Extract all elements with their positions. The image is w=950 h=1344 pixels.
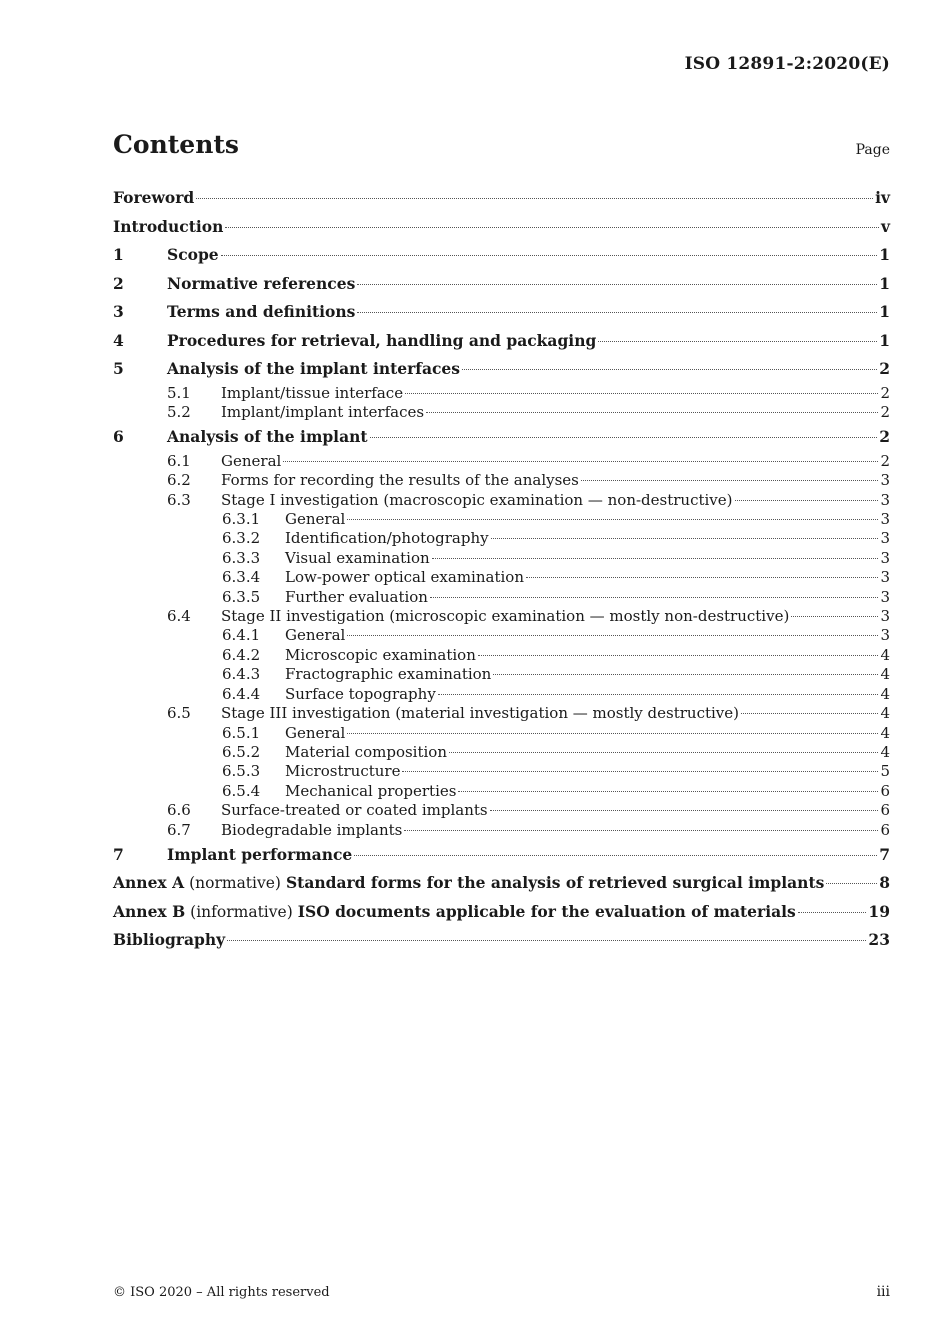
dot-leader [404,830,878,831]
toc-entry-number: 6.5.3 [222,762,261,781]
page-column-label: Page [855,142,890,158]
toc-entry-page: 19 [868,901,890,921]
page-number: iii [876,1284,890,1300]
toc-entry-number: 6.5.4 [222,781,261,800]
toc-entry-title: Identification/photography [285,529,489,548]
annex-label: Annex A [113,873,185,893]
toc-entry-title: ISO documents applicable for the evaluation of materials [297,901,796,921]
toc-entry-title: Stage III investigation (material investigation — mostly destructive) [221,704,740,723]
dot-leader [227,940,866,941]
toc-entry-page: 1 [879,273,890,293]
dot-leader [741,713,878,714]
toc-entry-1[interactable] [113,241,890,270]
toc-entry-6-5[interactable] [113,704,890,723]
toc-entry-page: 6 [880,820,890,839]
toc-entry-5-1[interactable] [113,384,890,403]
toc-entry-bibliography[interactable] [113,926,890,955]
toc-entry-title: Further evaluation [285,587,428,606]
toc-entry-page: 5 [880,762,890,781]
toc-entry-page: 4 [880,645,890,664]
toc-entry-title: Microscopic examination [285,645,476,664]
page-title: Contents [113,130,240,159]
toc-entry-title: Microstructure [285,762,401,781]
dot-leader [735,500,879,501]
toc-entry-6-4[interactable] [113,607,890,626]
table-of-contents [113,184,890,955]
toc-entry-title: Analysis of the implant interfaces [167,359,461,378]
toc-entry-6-3-2[interactable] [113,529,890,548]
toc-entry-title: Surface-treated or coated implants [221,801,488,820]
toc-entry-page: 3 [880,471,890,490]
dot-leader [283,461,878,462]
toc-entry-page: 4 [880,704,890,723]
toc-entry-6-5-2[interactable] [113,743,890,762]
toc-entry-page: 3 [880,568,890,587]
dot-leader [196,198,873,199]
toc-entry-title: General [285,723,346,742]
dot-leader [405,393,878,394]
toc-entry-page: 3 [880,607,890,626]
toc-entry-number: 5 [113,359,124,378]
annex-kind: (informative) [190,902,293,921]
dot-leader [430,597,878,598]
dot-leader [357,284,877,285]
toc-entry-page: 4 [880,723,890,742]
dot-leader [458,791,878,792]
dot-leader [449,752,878,753]
toc-entry-page: 4 [880,742,890,761]
toc-entry-title: Normative references [167,273,356,293]
toc-entry-5[interactable] [113,355,890,384]
toc-entry-annex-b[interactable] [113,898,890,927]
dot-leader [526,577,878,578]
toc-entry-number: 6.3.1 [222,510,261,529]
dot-leader [347,635,878,636]
toc-entry-title: General [285,510,346,529]
dot-leader [432,558,879,559]
toc-entry-7[interactable] [113,841,890,870]
toc-entry-page: 6 [880,801,890,820]
toc-entry-page: 3 [880,587,890,606]
toc-entry-title: Forms for recording the results of the analyses [221,471,579,490]
toc-entry-page: 1 [879,245,890,264]
dot-leader [225,227,879,228]
toc-entry-6-6[interactable] [113,801,890,820]
toc-entry-title: Analysis of the implant [167,427,368,447]
dot-leader [221,255,878,256]
toc-entry-6-3-5[interactable] [113,588,890,607]
toc-entry-title: Material composition [285,742,447,761]
toc-entry-page: 6 [880,781,890,800]
annex-kind: (normative) [189,874,281,893]
toc-entry-page: 4 [880,665,890,684]
toc-entry-6-2[interactable] [113,471,890,490]
toc-entry-page: 4 [880,684,890,703]
dot-leader [581,480,879,481]
dot-leader [347,519,878,520]
toc-entry-6-4-4[interactable] [113,685,890,704]
toc-entry-6-7[interactable] [113,821,890,840]
toc-entry-page: 7 [879,844,890,864]
toc-entry-number: 6.3 [167,490,191,509]
toc-entry-6-5-4[interactable] [113,782,890,801]
copyright-notice: © ISO 2020 – All rights reserved [113,1285,330,1300]
toc-entry-number: 6.4.1 [222,626,261,645]
toc-entry-number: 5.1 [167,383,191,402]
toc-entry-page: 1 [879,302,890,321]
toc-entry-number: 6.5.1 [222,723,261,742]
toc-entry-2[interactable] [113,270,890,299]
dot-leader [493,674,878,675]
toc-entry-6-3-3[interactable] [113,549,890,568]
toc-entry-6-4-1[interactable] [113,626,890,645]
toc-entry-title: Mechanical properties [285,781,457,800]
toc-entry-number: 6.5 [167,704,191,723]
toc-entry-number: 3 [113,302,124,321]
toc-entry-number: 6.4 [167,607,191,626]
toc-entry-number: 6.5.2 [222,742,261,761]
toc-entry-6[interactable] [113,423,890,452]
dot-leader [478,655,879,656]
dot-leader [598,341,877,342]
toc-entry-page: 2 [880,402,890,421]
toc-entry-page: iv [875,188,890,207]
toc-entry-title: Stage II investigation (microscopic examination — mostly non-destructive) [221,607,790,626]
toc-entry-6-3[interactable] [113,491,890,510]
toc-entry-6-3-1[interactable] [113,510,890,529]
toc-entry-title: Procedures for retrieval, handling and packaging [167,330,597,350]
toc-entry-title: Fractographic examination [285,665,492,684]
toc-entry-page: 2 [879,427,890,447]
toc-entry-6-5-1[interactable] [113,724,890,743]
toc-entry-page: 1 [879,330,890,350]
toc-entry-page: 3 [880,529,890,548]
toc-entry-6-1[interactable] [113,452,890,471]
toc-entry-number: 6.7 [167,820,191,839]
toc-entry-title: Biodegradable implants [221,820,403,839]
toc-entry-page: 23 [868,930,890,950]
toc-entry-title: Visual examination [285,548,430,567]
dot-leader [426,412,878,413]
toc-entry-annex-a[interactable] [113,869,890,898]
toc-entry-title: General [221,451,282,470]
toc-entry-number: 5.2 [167,402,191,421]
toc-entry-number: 7 [113,844,124,864]
dot-leader [347,733,878,734]
toc-entry-title: Bibliography [113,930,226,950]
dot-leader [490,810,879,811]
toc-entry-number: 6.3.3 [222,548,261,567]
toc-entry-6-5-3[interactable] [113,762,890,781]
toc-entry-number: 6.4.3 [222,665,261,684]
toc-entry-number: 4 [113,330,124,350]
toc-entry-number: 6.4.2 [222,645,261,664]
dot-leader [370,437,878,438]
toc-entry-foreword[interactable] [113,184,890,213]
toc-entry-number: 6.2 [167,471,191,490]
toc-entry-title: Scope [167,245,219,264]
toc-entry-title: Surface topography [285,684,436,703]
dot-leader [354,855,877,856]
toc-entry-page: 2 [880,383,890,402]
toc-entry-title: Foreword [113,188,195,207]
toc-entry-6-3-4[interactable] [113,568,890,587]
toc-entry-number: 6 [113,427,124,447]
toc-entry-page: 3 [880,548,890,567]
dot-leader [791,616,878,617]
toc-entry-number: 6.6 [167,801,191,820]
toc-entry-title: Standard forms for the analysis of retrieved surgical implants [285,873,825,893]
toc-entry-3[interactable] [113,298,890,327]
dot-leader [438,694,879,695]
dot-leader [402,771,878,772]
toc-entry-page: 2 [879,359,890,378]
toc-entry-4[interactable] [113,327,890,356]
dot-leader [826,883,877,884]
toc-entry-6-4-3[interactable] [113,665,890,684]
toc-entry-title: General [285,626,346,645]
toc-entry-page: 3 [880,510,890,529]
toc-entry-number: 6.1 [167,451,191,470]
toc-entry-title: Terms and definitions [167,302,356,321]
toc-entry-number: 2 [113,273,124,293]
toc-entry-page: 3 [880,626,890,645]
document-id: ISO 12891-2:2020(E) [684,54,890,74]
toc-entry-page: 2 [880,451,890,470]
toc-entry-5-2[interactable] [113,403,890,422]
toc-entry-number: 6.3.5 [222,587,261,606]
toc-entry-title: Introduction [113,216,224,236]
toc-entry-number: 6.3.2 [222,529,261,548]
dot-leader [462,369,877,370]
toc-entry-title: Implant/tissue interface [221,383,404,402]
toc-entry-page: v [880,216,890,236]
toc-entry-6-4-2[interactable] [113,646,890,665]
toc-entry-title: Implant/implant interfaces [221,402,425,421]
annex-label: Annex B [113,901,186,921]
toc-entry-title: Low-power optical examination [285,568,524,587]
toc-entry-title: Stage I investigation (macroscopic examination — non-destructive) [221,490,733,509]
toc-entry-page: 8 [879,873,890,893]
toc-entry-number: 6.3.4 [222,568,261,587]
dot-leader [798,912,867,913]
dot-leader [357,312,877,313]
toc-entry-page: 3 [880,490,890,509]
dot-leader [491,538,879,539]
toc-entry-title: Implant performance [167,844,353,864]
toc-entry-number: 6.4.4 [222,684,261,703]
toc-entry-number: 1 [113,245,124,264]
toc-entry-introduction[interactable] [113,213,890,242]
